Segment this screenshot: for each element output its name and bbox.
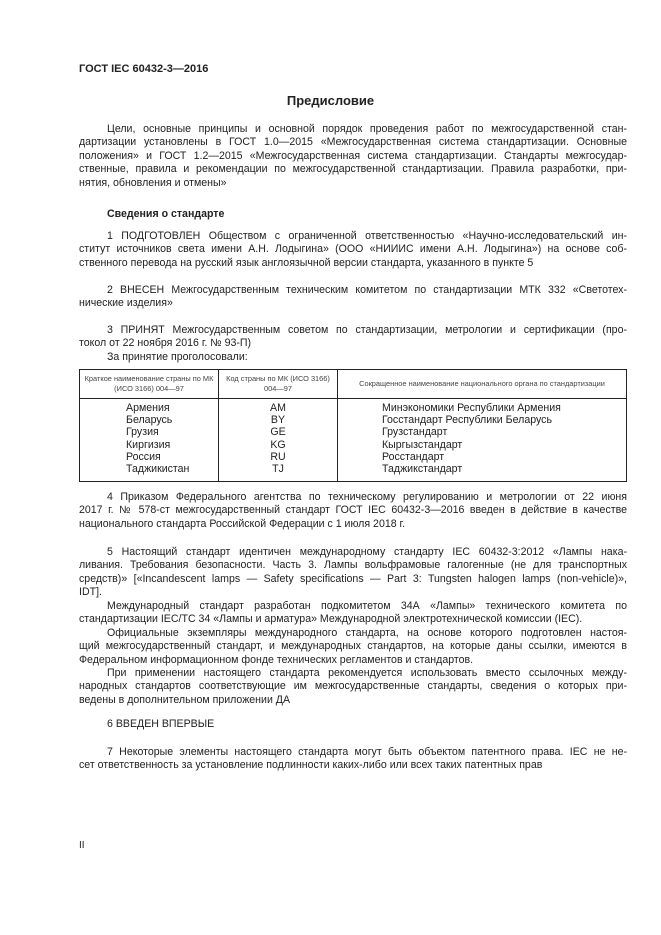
- table-cell: RU: [270, 450, 286, 463]
- text-line: ведены в дополнительном приложении ДА: [79, 693, 291, 706]
- column-header-body: Сокращенное наименование национального органа по стандартизации: [338, 370, 627, 399]
- table-cell: Таджикстандарт: [382, 463, 463, 476]
- text-line: ливания. Требования безопасности. Часть 3. Лампы вольфрамовые галогенные (не для транспортных: [79, 559, 627, 572]
- text-line: IDT].: [79, 586, 102, 599]
- text-line: Официальные экземпляры международного стандарта, на основе которого подготовлен настоя-: [107, 627, 627, 639]
- text-line: 4 Приказом Федерального агентства по техническому регулированию и метрологии от 22 июня: [107, 491, 627, 503]
- item-2-paragraph: [79, 284, 627, 311]
- item-5-committee-paragraph: [79, 600, 627, 627]
- item-5-copies-paragraph: [79, 627, 627, 667]
- text-line: 6 ВВЕДЕН ВПЕРВЫЕ: [107, 718, 215, 730]
- table-cell: BY: [270, 414, 286, 427]
- text-line: щий межгосударственный стандарт, и международных стандартов, на которые даны ссылки, имеются в: [79, 640, 627, 653]
- text-line: Международный стандарт разработан подкомитетом 34А «Лампы» технического комитета по: [107, 600, 627, 612]
- column-header-country: Краткое наименование страны по МК (ИСО 3166) 004—97: [80, 370, 219, 399]
- text-line: национального стандарта Российской Федерации с 1 июля 2018 г.: [79, 517, 406, 530]
- text-line: 7 Некоторые элементы настоящего стандарта могут быть объектом патентного права. IEC не не-: [107, 746, 627, 758]
- table-cell: Армения: [126, 402, 170, 414]
- page-number: II: [79, 840, 85, 851]
- table-cell: Госстандарт Республики Беларусь: [382, 414, 552, 427]
- table-cell: Грузия: [126, 426, 159, 439]
- text-line: 2 ВНЕСЕН Межгосударственным техническим комитетом по стандартизации МТК 332 «Светотех-: [107, 284, 627, 296]
- voting-countries-table: [79, 369, 627, 482]
- item-6-paragraph: [79, 718, 627, 731]
- table-cell: Кыргызстандарт: [382, 438, 463, 451]
- item-4-paragraph: [79, 491, 627, 531]
- text-line: ственные, правила и рекомендации по межгосударственной стандартизации. Правила разработки, при-: [79, 163, 627, 176]
- text-line: нятия, обновления и отмены»: [79, 176, 227, 189]
- table-cell: Росстандарт: [382, 450, 445, 463]
- text-line: ственного перевода на русский язык англоязычной версии стандарта, указанного в пункте 5: [79, 256, 534, 269]
- body-column: [338, 399, 627, 482]
- text-line: нические изделия»: [79, 297, 173, 310]
- table-cell: GE: [270, 426, 286, 439]
- table-cell: Киргизия: [126, 438, 171, 451]
- code-column: [219, 399, 338, 482]
- page-title: Предисловие: [286, 93, 375, 108]
- column-header-code: Код страны по МК (ИСО 3166) 004—97: [219, 370, 338, 399]
- text-line: За принятие проголосовали:: [107, 351, 248, 363]
- text-line: 1 ПОДГОТОВЛЕН Обществом с ограниченной ответственностью «Научно-исследовательский ин-: [107, 230, 627, 242]
- document-header: ГОСТ IEC 60432-3—2016: [79, 63, 209, 75]
- table-cell: TJ: [272, 463, 284, 476]
- item-5-paragraph: [79, 546, 627, 600]
- text-line: токол от 22 ноября 2016 г. № 93-П): [79, 337, 252, 350]
- text-line: 5 Настоящий стандарт идентичен международному стандарту IEC 60432-3:2012 «Лампы нака-: [107, 546, 627, 558]
- item-5-usage-paragraph: [79, 667, 627, 707]
- item-1-paragraph: [79, 230, 627, 270]
- table-cell: AM: [270, 402, 286, 414]
- country-column: [80, 399, 219, 482]
- table-cell: Россия: [126, 450, 161, 463]
- table-cell: Таджикистан: [126, 463, 190, 476]
- intro-paragraph: [79, 123, 627, 190]
- text-line: народных стандартов соответствующие им межгосударственные стандарты, сведения о которых при-: [79, 680, 627, 693]
- text-line: ститут источников света имени А.Н. Лодыгина» (ООО «НИИИС имени А.Н. Лодыгина») на основе соб-: [79, 243, 627, 256]
- text-line: стандартизации IEC/TC 34 «Лампы и арматура» Международной электротехнической комиссии (IEC).: [79, 613, 583, 626]
- section-heading: Сведения о стандарте: [107, 208, 225, 220]
- table-cell: Беларусь: [126, 414, 173, 427]
- text-line: средств)» [«Incandescent lamps — Safety specifications — Part 3: Tungsten halogen lamps (non-vehicle)»,: [79, 572, 627, 585]
- table-cell: KG: [270, 438, 286, 451]
- text-line: положения» и ГОСТ 1.2—2015 «Межгосударственная система стандартизации. Стандарты межгосудар-: [79, 149, 627, 162]
- text-line: дартизации установлены в ГОСТ 1.0—2015 «Межгосударственная система стандартизации. Основные: [79, 136, 627, 149]
- text-line: Федеральном информационном фонде технических регламентов и стандартов.: [79, 653, 474, 666]
- table-cell: Грузстандарт: [382, 426, 448, 439]
- table-cell: Минэкономики Республики Армения: [382, 402, 561, 414]
- text-line: 2017 г. № 578-ст межгосударственный стандарт ГОСТ IEC 60432-3—2016 введен в действие в качестве: [79, 504, 627, 517]
- item-7-paragraph: [79, 746, 627, 773]
- text-line: сет ответственность за установление подлинности каких-либо или всех таких патентных прав: [79, 759, 543, 772]
- text-line: 3 ПРИНЯТ Межгосударственным советом по стандартизации, метрологии и сертификации (про-: [107, 324, 627, 336]
- item-3-paragraph: [79, 324, 627, 351]
- text-line: Цели, основные принципы и основной порядок проведения работ по межгосударственной стан-: [107, 123, 627, 135]
- voted-label: [79, 351, 627, 364]
- text-line: При применении настоящего стандарта рекомендуется использовать вместо ссылочных между-: [107, 667, 627, 679]
